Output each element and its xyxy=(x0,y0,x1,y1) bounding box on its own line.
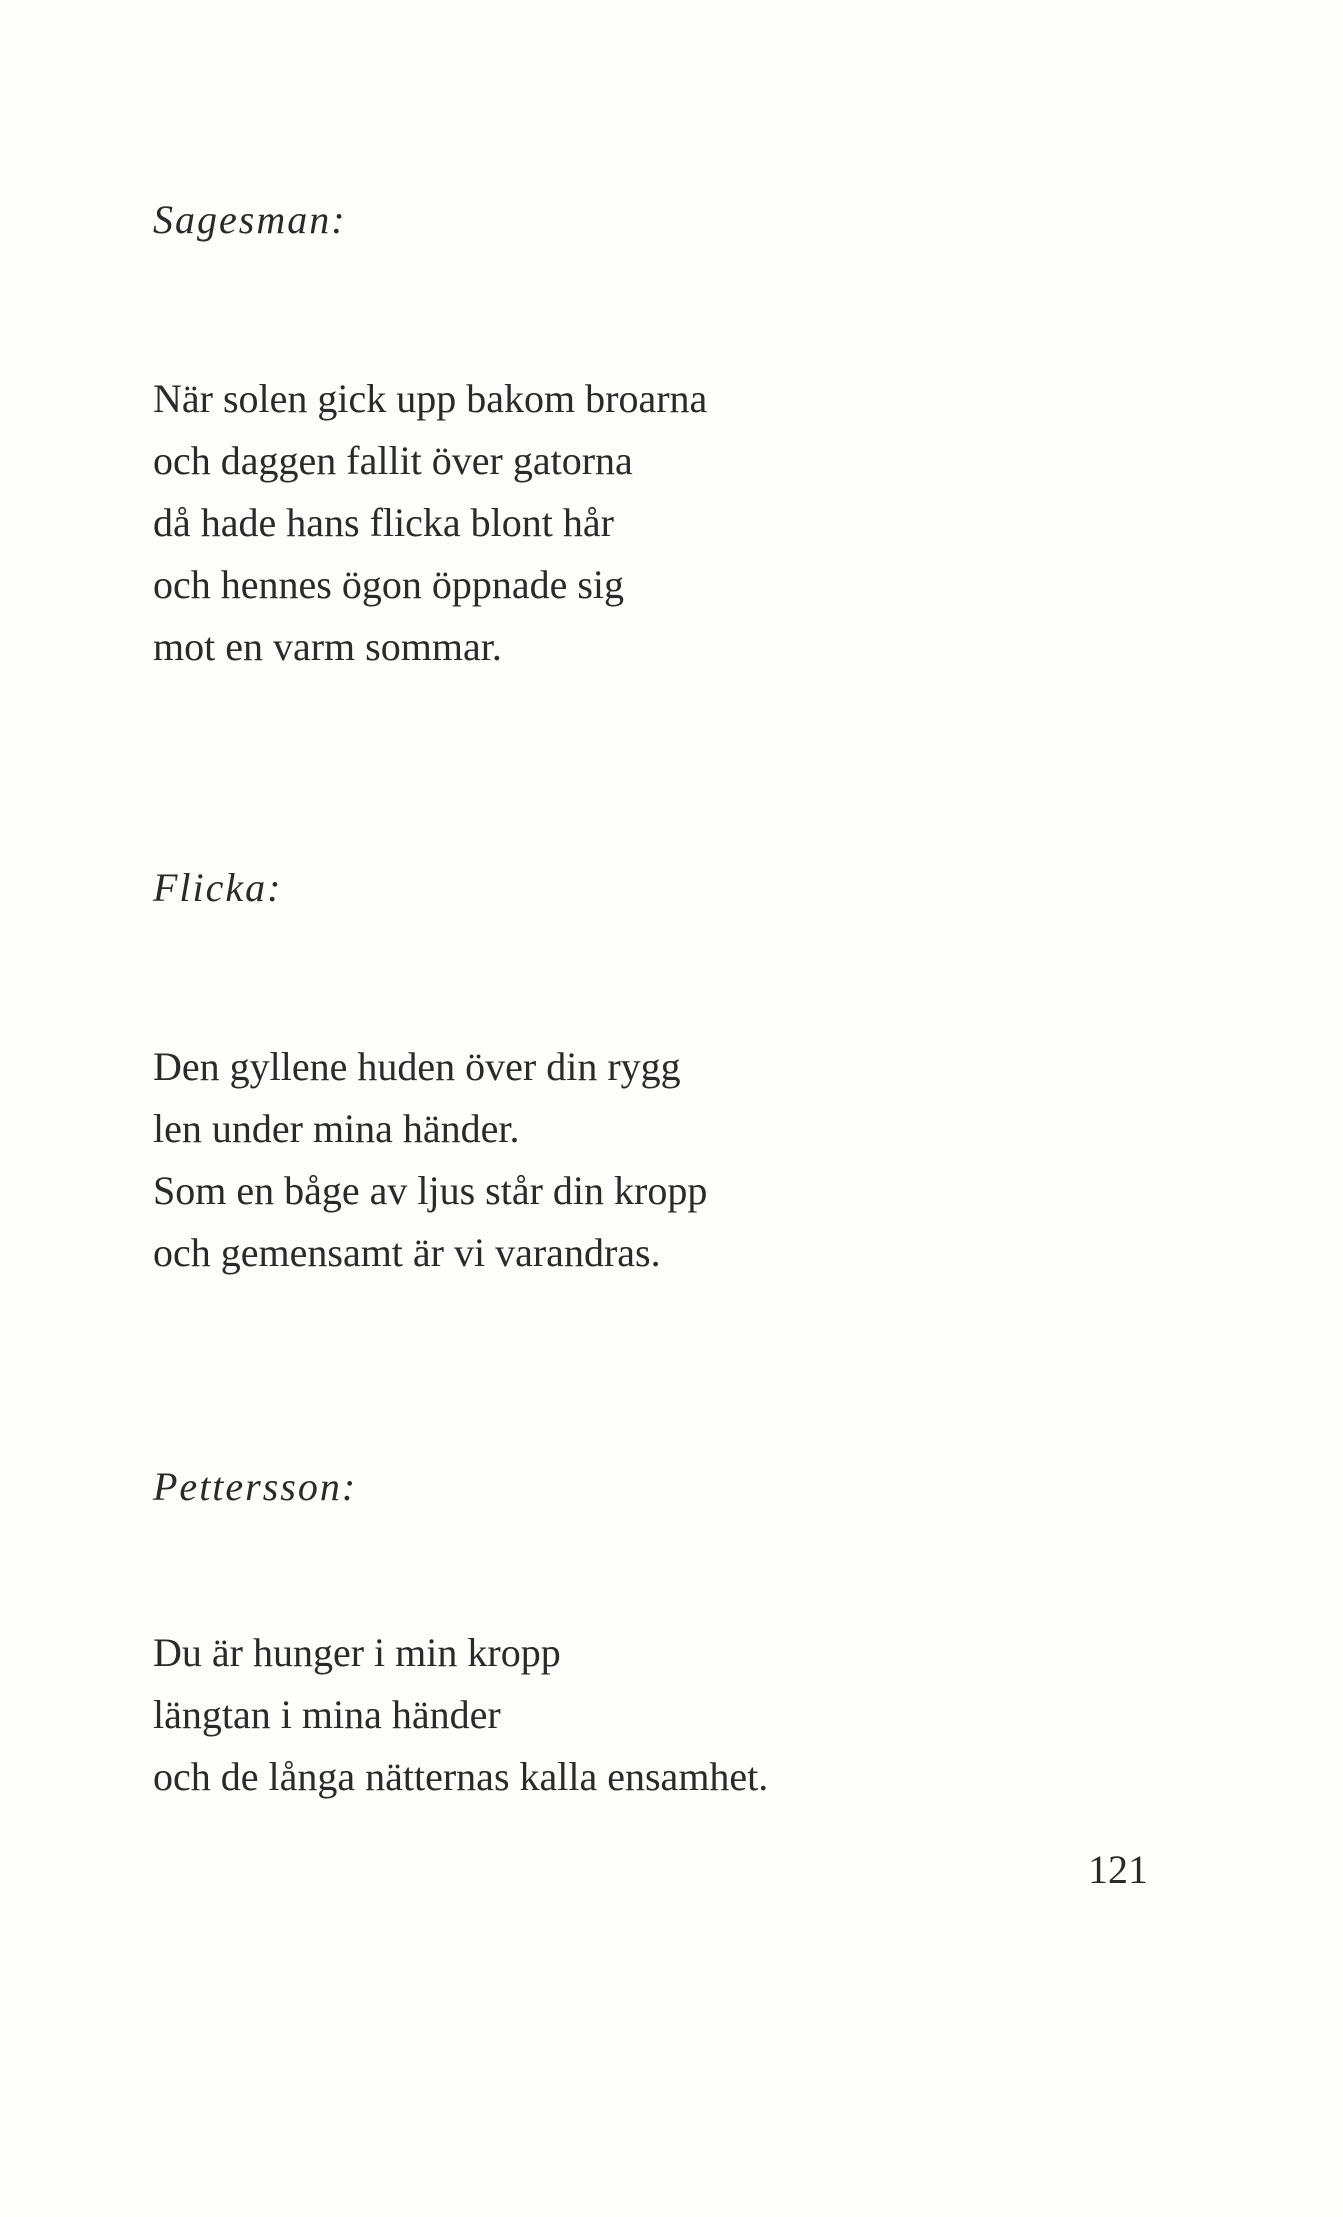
verse-line: mot en varm sommar. xyxy=(153,624,502,669)
verse-line: och daggen fallit över gatorna xyxy=(153,438,633,483)
stanza xyxy=(153,368,707,678)
speaker-label: Sagesman: xyxy=(153,197,347,242)
verse-line: Den gyllene huden över din rygg xyxy=(153,1044,681,1089)
verse-line: och de långa nätternas kalla ensamhet. xyxy=(153,1754,769,1799)
verse-line: len under mina händer. xyxy=(153,1106,520,1151)
page-number: 121 xyxy=(1088,1847,1148,1892)
verse-line: När solen gick upp bakom broarna xyxy=(153,376,708,421)
stanza xyxy=(153,1622,768,1808)
verse-line: Du är hunger i min kropp xyxy=(153,1630,561,1675)
stanza xyxy=(153,1036,707,1284)
verse-line: längtan i mina händer xyxy=(153,1692,501,1737)
verse-line: då hade hans flicka blont hår xyxy=(153,500,614,545)
verse-line: och hennes ögon öppnade sig xyxy=(153,562,625,607)
verse-line: och gemensamt är vi varandras. xyxy=(153,1230,661,1275)
speaker-label: Flicka: xyxy=(153,865,283,910)
verse-line: Som en båge av ljus står din kropp xyxy=(153,1168,708,1213)
speaker-label: Pettersson: xyxy=(153,1464,358,1509)
